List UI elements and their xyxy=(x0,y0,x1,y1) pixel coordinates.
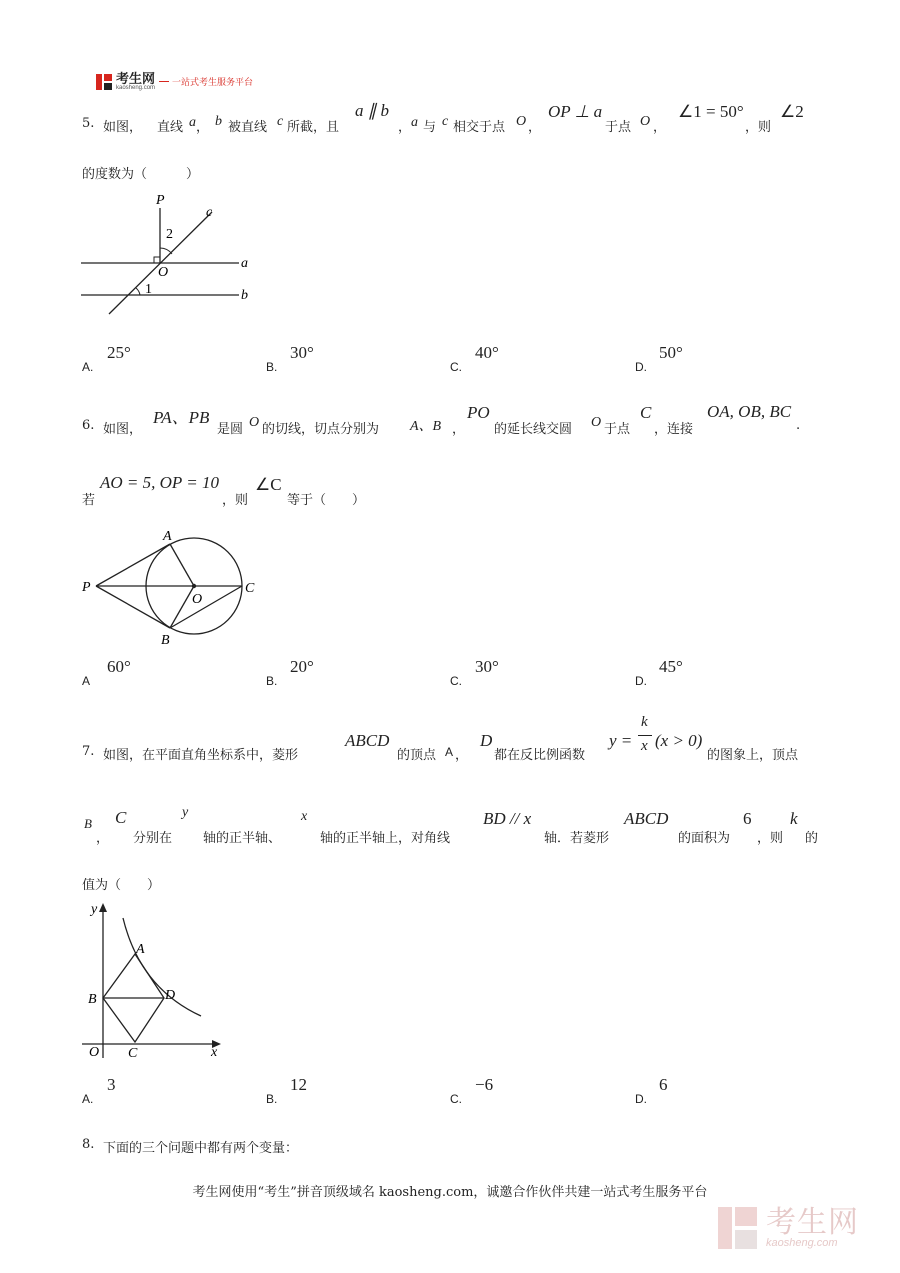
q5-var: a xyxy=(411,115,418,130)
q5-text: ， xyxy=(528,120,542,135)
q8-number: 8. xyxy=(82,1137,95,1152)
option-letter: B. xyxy=(266,1092,278,1106)
q5-text: 于点 xyxy=(605,120,632,135)
option-value: 20° xyxy=(290,657,314,676)
option-value: 25° xyxy=(107,343,131,362)
logo-domain: kaosheng.com xyxy=(116,85,156,91)
q6-text: 如图， xyxy=(103,422,143,437)
q5-math-perp: OP ⊥ a xyxy=(548,102,603,121)
q6-line-bc xyxy=(170,586,242,628)
q7-text: 的图象上，顶点 xyxy=(707,748,799,763)
q7-figure xyxy=(76,898,236,1063)
option-value: 30° xyxy=(290,343,314,362)
q6-label-O: O xyxy=(192,592,203,607)
q5-var: b xyxy=(215,114,222,129)
q7-label-D: D xyxy=(165,988,176,1003)
q6-text: ，连接 xyxy=(654,422,694,437)
q6-math-segs: OA, OB, BC xyxy=(707,402,792,421)
q7-label-x: x xyxy=(211,1045,218,1060)
q6-text: 等于（ ） xyxy=(287,493,366,508)
q7-math-cond: (x > 0) xyxy=(655,731,703,750)
q6-label-C: C xyxy=(245,581,255,596)
q7-label-A: A xyxy=(136,942,145,957)
q6-center-dot xyxy=(192,584,196,588)
q7-text: ， xyxy=(455,748,469,763)
q7-text: 的顶点 xyxy=(397,748,437,763)
q7-frac-bar xyxy=(638,735,652,736)
q7-text: 轴的正半轴上，对角线 xyxy=(320,831,451,846)
option-letter: B. xyxy=(266,674,278,688)
logo-slogan: 一站式考生服务平台 xyxy=(172,78,254,88)
q5-figure xyxy=(76,188,266,318)
q5-label-1: 1 xyxy=(145,282,152,297)
q5-label-a: a xyxy=(241,256,248,271)
option-letter: A. xyxy=(82,360,94,374)
q7-text: 如图，在平面直角坐标系中，菱形 xyxy=(103,748,299,763)
option-letter: C. xyxy=(450,674,462,688)
logo-mark-icon xyxy=(95,73,113,91)
q7-text: 分别在 xyxy=(133,831,173,846)
q6-text: 于点 xyxy=(604,422,631,437)
q7-label-y: y xyxy=(91,902,98,917)
watermark-name: 考生网 xyxy=(766,1205,859,1239)
option-value: 45° xyxy=(659,657,683,676)
q5-text: 直线 xyxy=(157,120,184,135)
q6-var: C xyxy=(640,403,652,422)
q7-var: D xyxy=(480,731,493,750)
q7-y-arrow-icon xyxy=(99,903,107,912)
q7-text: 的 xyxy=(805,831,819,846)
q7-number-six: 6 xyxy=(743,809,752,828)
q7-var: C xyxy=(115,808,127,827)
q6-text: ，则 xyxy=(222,493,249,508)
q6-line-pb xyxy=(96,586,170,628)
option-letter: B. xyxy=(266,360,278,374)
q5-text: 被直线 xyxy=(228,120,268,135)
q5-math-angle1: ∠1 = 50° xyxy=(678,102,744,121)
q5-text: 与 xyxy=(423,120,437,135)
q6-var: A、B xyxy=(410,419,442,434)
q6-var: O xyxy=(591,415,602,430)
option-letter: D. xyxy=(635,360,647,374)
q5-text: ， xyxy=(653,120,667,135)
q5-label-c: c xyxy=(206,205,213,220)
option-value: −6 xyxy=(475,1075,494,1094)
q6-label-B: B xyxy=(161,633,170,648)
q5-var: O xyxy=(516,114,527,129)
watermark xyxy=(716,1203,859,1253)
q7-text: 轴的正半轴、 xyxy=(203,831,282,846)
q6-text: 是圆 xyxy=(217,422,244,437)
q7-label-O: O xyxy=(89,1045,100,1060)
q6-math-given: AO = 5, OP = 10 xyxy=(100,473,219,492)
q6-text: 若 xyxy=(82,493,96,508)
q5-label-2: 2 xyxy=(166,227,173,242)
q5-text: 所截，且 xyxy=(287,120,340,135)
q7-math-abcd: ABCD xyxy=(624,809,669,828)
q5-text: 相交于点 xyxy=(453,120,506,135)
q5-var: c xyxy=(277,114,284,129)
q5-angle1-arc xyxy=(136,288,140,295)
logo-name: 考生网 xyxy=(116,71,156,86)
q7-frac-num: k xyxy=(641,714,648,730)
option-value: 50° xyxy=(659,343,683,362)
q7-label-C: C xyxy=(128,1046,138,1061)
option-letter: A. xyxy=(82,1092,94,1106)
q6-text: . xyxy=(796,418,801,433)
q7-text-line3: 值为（ ） xyxy=(82,878,161,893)
q5-math-angle2: ∠2 xyxy=(780,102,804,121)
q5-var: c xyxy=(442,114,449,129)
q5-var: a xyxy=(189,115,196,130)
q7-math-y-eq: y = xyxy=(609,731,633,750)
q5-label-P: P xyxy=(156,193,165,208)
option-value: 3 xyxy=(107,1075,116,1094)
q5-var: O xyxy=(640,114,651,129)
q8-text: 下面的三个问题中都有两个变量： xyxy=(103,1141,299,1156)
q7-label-B: B xyxy=(88,992,97,1007)
q7-var: A xyxy=(445,745,454,759)
q7-math-bd-par: BD // x xyxy=(483,809,532,828)
q6-math-angle: ∠C xyxy=(255,475,282,494)
q5-math-parallel: a ∥ b xyxy=(355,101,389,120)
q7-number: 7. xyxy=(82,744,95,759)
page-footer: 考生网使用“考生”拼音顶级域名 kaosheng.com，诚邀合作伙伴共建一站式考生服务平台 xyxy=(192,1185,708,1200)
q6-var: O xyxy=(249,415,260,430)
q7-math-abcd: ABCD xyxy=(345,731,390,750)
watermark-domain: kaosheng.com xyxy=(766,1236,838,1249)
q7-text: 都在反比例函数 xyxy=(494,748,586,763)
q5-text: 如图， xyxy=(103,120,143,135)
option-value: 40° xyxy=(475,343,499,362)
option-letter: C. xyxy=(450,360,462,374)
q5-text-line2: 的度数为（ ） xyxy=(82,167,200,182)
q7-var: x xyxy=(301,809,308,824)
q6-text: ， xyxy=(452,422,466,437)
q5-text: ， xyxy=(398,120,412,135)
logo-divider xyxy=(159,81,169,82)
q7-text: 的面积为 xyxy=(678,831,731,846)
option-value: 60° xyxy=(107,657,131,676)
option-letter: D. xyxy=(635,674,647,688)
q6-figure xyxy=(76,522,266,652)
q7-var: y xyxy=(182,805,189,820)
option-value: 30° xyxy=(475,657,499,676)
q6-line-oa xyxy=(170,544,194,586)
q7-text: 轴．若菱形 xyxy=(544,831,610,846)
q7-var: B xyxy=(84,816,92,831)
site-logo[interactable] xyxy=(95,72,253,91)
q5-label-b: b xyxy=(241,288,248,303)
q6-text: 的切线，切点分别为 xyxy=(262,422,380,437)
q7-var: k xyxy=(790,809,798,828)
option-value: 6 xyxy=(659,1075,668,1094)
watermark-logo-icon xyxy=(716,1203,760,1253)
q6-math-po: PO xyxy=(467,403,490,422)
option-letter: C. xyxy=(450,1092,462,1106)
q5-number: 5. xyxy=(82,116,95,131)
q5-text: ，则 xyxy=(745,120,772,135)
q6-math-papb: PA、PB xyxy=(153,408,210,427)
q6-number: 6. xyxy=(82,418,95,433)
q5-text: ， xyxy=(196,120,210,135)
q6-line-pa xyxy=(96,544,170,586)
q7-text: ，则 xyxy=(757,831,784,846)
option-letter: D. xyxy=(635,1092,647,1106)
q6-label-P: P xyxy=(82,580,91,595)
q5-label-O: O xyxy=(158,265,169,280)
option-value: 12 xyxy=(290,1075,307,1094)
q7-text: ， xyxy=(96,831,110,846)
q6-text: 的延长线交圆 xyxy=(494,422,573,437)
q5-right-angle-mark xyxy=(154,257,160,263)
q6-label-A: A xyxy=(163,529,172,544)
option-letter: A xyxy=(82,674,91,688)
q7-frac-den: x xyxy=(641,738,648,754)
